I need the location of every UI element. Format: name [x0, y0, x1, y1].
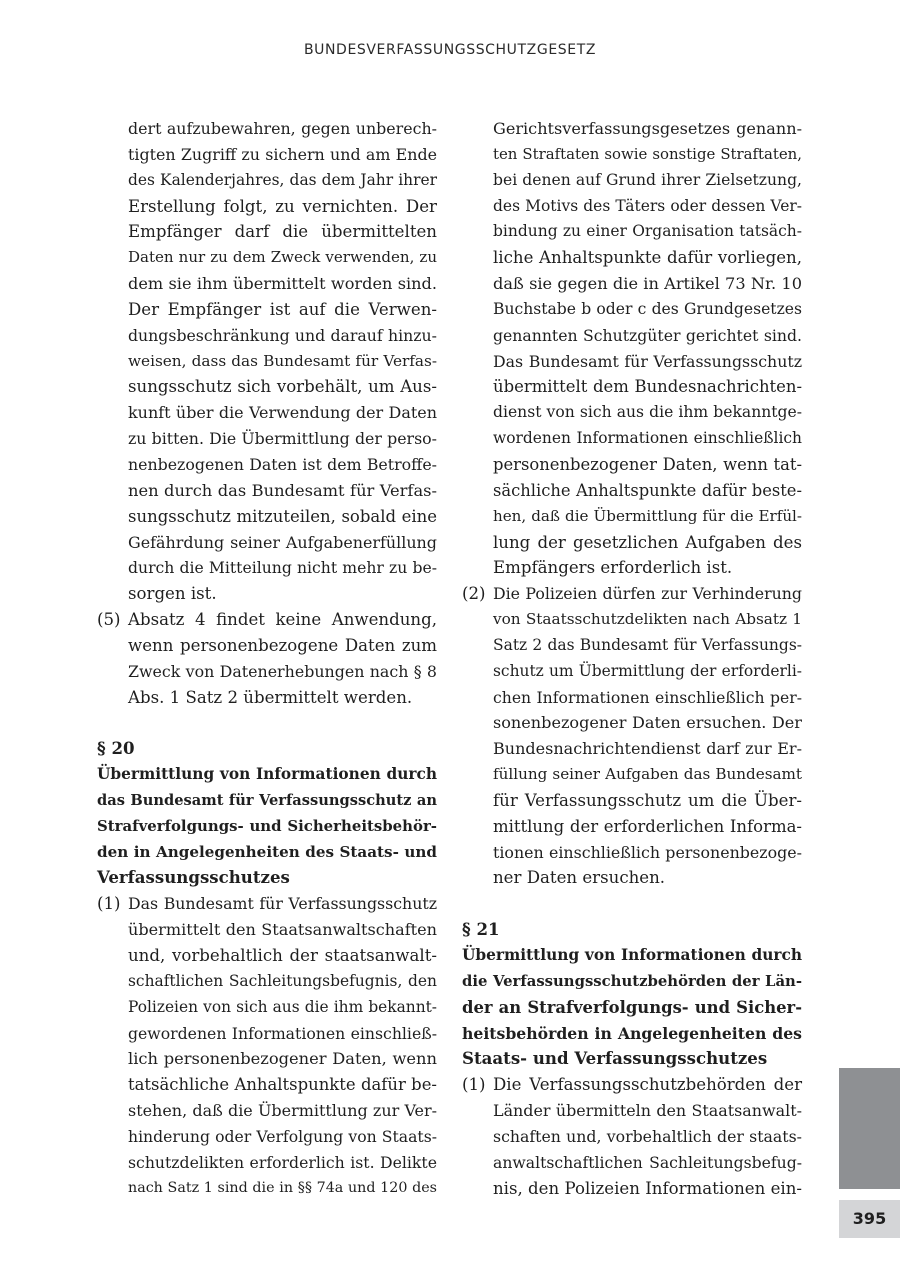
- text-line: nen durch das Bundesamt für Verfas-: [128, 480, 437, 500]
- text-line: stehen, daß die Übermittlung zur Ver-: [128, 1101, 437, 1121]
- text-line: Bundesnachrichtendienst darf zur Er-: [493, 739, 802, 759]
- chapter-thumb-tab: [839, 1068, 900, 1189]
- text-line: Polizeien von sich aus die ihm bekannt-: [128, 997, 437, 1016]
- text-line: Die Verfassungsschutzbehörden der: [493, 1075, 802, 1095]
- section-title-line: Übermittlung von Informationen durch: [97, 765, 437, 784]
- text-line: für Verfassungsschutz um die Über-: [493, 790, 802, 810]
- paragraph-number: (1): [97, 894, 121, 914]
- text-line: hen, daß die Übermittlung für die Erfül-: [493, 506, 802, 525]
- text-line: sungsschutz mitzuteilen, sobald eine: [128, 506, 437, 526]
- section-gap: [97, 710, 437, 736]
- text-line: durch die Mitteilung nicht mehr zu be-: [128, 558, 437, 578]
- left-column: [97, 116, 437, 1201]
- text-line: liche Anhaltspunkte dafür vorliegen,: [493, 248, 802, 268]
- text-line: schaften und, vorbehaltlich der staats-: [493, 1126, 802, 1146]
- text-line: sungsschutz sich vorbehält, um Aus-: [128, 377, 437, 397]
- text-line: mittlung der erforderlichen Informa-: [493, 816, 802, 836]
- text-line: tigten Zugriff zu sichern und am Ende: [128, 144, 437, 164]
- section-number: § 21: [462, 919, 500, 940]
- section-title-line: der an Strafverfolgungs- und Sicher-: [462, 997, 802, 1017]
- text-line: lung der gesetzlichen Aufgaben des: [493, 532, 802, 552]
- section-20-paragraph-1: [97, 891, 437, 1201]
- text-line: schaftlichen Sachleitungsbefugnis, den: [128, 971, 437, 990]
- text-line: Gerichtsverfassungsgesetzes genann-: [493, 119, 802, 138]
- text-line: dem sie ihm übermittelt worden sind.: [128, 274, 437, 294]
- text-line: kunft über die Verwendung der Daten: [128, 403, 437, 423]
- section-title-line: Strafverfolgungs- und Sicherheitsbehör-: [97, 816, 437, 835]
- section-20-heading: [97, 736, 437, 891]
- paragraph-number: (1): [462, 1075, 486, 1095]
- text-line: zu bitten. Die Übermittlung der perso-: [128, 429, 437, 449]
- text-line: hinderung oder Verfolgung von Staats-: [128, 1126, 437, 1146]
- right-column: [462, 116, 802, 1201]
- paragraph-number: (2): [462, 584, 486, 604]
- text-line: dungsbeschränkung und darauf hinzu-: [128, 325, 437, 345]
- section-number: § 20: [97, 738, 135, 759]
- section-title-line: Staats- und Verfassungsschutzes: [462, 1048, 768, 1069]
- text-line: des Kalenderjahres, das dem Jahr ihrer: [128, 170, 437, 189]
- text-line: und, vorbehaltlich der staatsanwalt-: [128, 946, 437, 965]
- text-line: wenn personenbezogene Daten zum: [128, 635, 437, 655]
- section-title-line: den in Angelegenheiten des Staats- und: [97, 842, 437, 861]
- text-line: tionen einschließlich personenbezoge-: [493, 842, 802, 862]
- running-head: BUNDESVERFASSUNGSSCHUTZGESETZ: [303, 42, 597, 58]
- text-line: Das Bundesamt für Verfassungsschutz: [493, 351, 802, 371]
- text-line: Der Empfänger ist auf die Verwen-: [128, 299, 437, 319]
- text-line: daß sie gegen die in Artikel 73 Nr. 10: [493, 274, 802, 294]
- text-line: Zweck von Datenerhebungen nach § 8: [128, 661, 437, 681]
- text-line: Das Bundesamt für Verfassungsschutz: [128, 894, 437, 914]
- text-line: füllung seiner Aufgaben das Bundesamt: [493, 765, 802, 784]
- text-line: nach Satz 1 sind die in §§ 74a und 120 des: [128, 1179, 437, 1196]
- text-line: des Motivs des Täters oder dessen Ver-: [493, 196, 802, 215]
- text-line: personenbezogener Daten, wenn tat-: [493, 454, 802, 474]
- section-title-line: das Bundesamt für Verfassungsschutz an: [97, 791, 437, 809]
- text-line: Empfängers erforderlich ist.: [493, 558, 733, 578]
- section-20-paragraph-2: [462, 581, 802, 891]
- text-line: ten Straftaten sowie sonstige Straftaten,: [493, 144, 802, 163]
- paragraph-5: [97, 607, 437, 710]
- text-line: Satz 2 das Bundesamt für Verfassungs-: [493, 635, 802, 654]
- text-line: schutzdelikten erforderlich ist. Delikte: [128, 1152, 437, 1172]
- text-line: Daten nur zu dem Zweck verwenden, zu: [128, 248, 437, 267]
- text-line: bei denen auf Grund ihrer Zielsetzung,: [493, 170, 802, 189]
- text-line: Gefährdung seiner Aufgabenerfüllung: [128, 532, 437, 552]
- text-line: sorgen ist.: [128, 584, 217, 604]
- text-line: tatsächliche Anhaltspunkte dafür be-: [128, 1075, 437, 1095]
- section-title-line: die Verfassungsschutzbehörden der Län-: [462, 972, 802, 990]
- text-line: genannten Schutzgüter gerichtet sind.: [493, 325, 802, 345]
- text-line: lich personenbezogener Daten, wenn: [128, 1049, 437, 1069]
- text-line: Abs. 1 Satz 2 übermittelt werden.: [128, 687, 413, 707]
- text-line: übermittelt dem Bundesnachrichten-: [493, 377, 802, 397]
- text-line: Absatz 4 findet keine Anwendung,: [128, 610, 437, 630]
- text-line: von Staatsschutzdelikten nach Absatz 1: [493, 610, 802, 629]
- text-line: übermittelt den Staatsanwaltschaften: [128, 920, 437, 940]
- section-title-line: Verfassungsschutzes: [97, 867, 290, 888]
- text-line: Buchstabe b oder c des Grundgesetzes: [493, 299, 802, 318]
- text-line: anwaltschaftlichen Sachleitungsbefug-: [493, 1152, 802, 1172]
- text-line: sächliche Anhaltspunkte dafür beste-: [493, 480, 802, 500]
- section-21-paragraph-1: [462, 1072, 802, 1201]
- text-line: Länder übermitteln den Staatsanwalt-: [493, 1101, 802, 1121]
- text-line: dienst von sich aus die ihm bekanntge-: [493, 403, 802, 422]
- text-line: Erstellung folgt, zu vernichten. Der: [128, 196, 437, 216]
- text-line: bindung zu einer Organisation tatsäch-: [493, 222, 802, 241]
- section-title-line: Übermittlung von Informationen durch: [462, 946, 802, 964]
- text-line: Die Polizeien dürfen zur Verhinderung: [493, 584, 802, 604]
- section-21-heading: [462, 917, 802, 1072]
- text-line: sonenbezogener Daten ersuchen. Der: [493, 713, 802, 733]
- text-line: chen Informationen einschließlich per-: [493, 687, 802, 707]
- text-line: gewordenen Informationen einschließ-: [128, 1023, 437, 1043]
- section-20-paragraph-1-continuation: [462, 116, 802, 581]
- text-line: schutz um Übermittlung der erforderli-: [493, 661, 802, 680]
- paragraph-4-continuation: [97, 116, 437, 607]
- text-line: Empfänger darf die übermittelten: [128, 222, 437, 242]
- section-title-line: heitsbehörden in Angelegenheiten des: [462, 1023, 802, 1043]
- paragraph-number: (5): [97, 610, 121, 630]
- text-line: wordenen Informationen einschließlich: [493, 429, 802, 448]
- page-number: 395: [839, 1200, 900, 1238]
- text-line: weisen, dass das Bundesamt für Verfas-: [128, 351, 437, 370]
- section-gap: [462, 891, 802, 917]
- text-line: nis, den Polizeien Informationen ein-: [493, 1178, 803, 1198]
- text-line: dert aufzubewahren, gegen unberech-: [128, 119, 437, 138]
- text-line: ner Daten ersuchen.: [493, 868, 666, 888]
- text-line: nenbezogenen Daten ist dem Betroffe-: [128, 454, 437, 474]
